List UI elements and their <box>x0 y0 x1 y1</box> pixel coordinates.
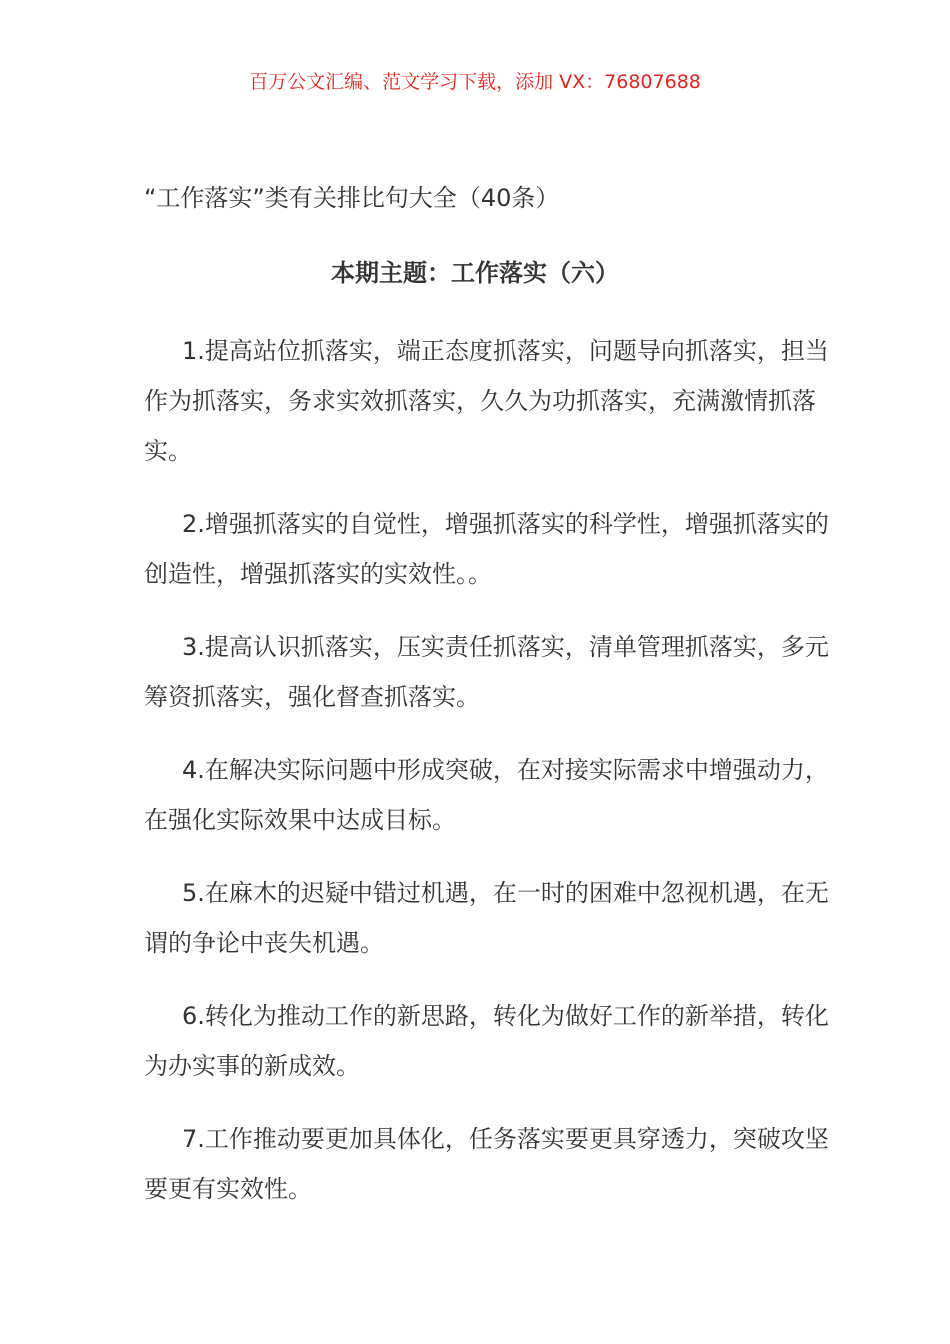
list-item: 5.在麻木的迟疑中错过机遇，在一时的困难中忽视机遇，在无谓的争论中丧失机遇。 <box>144 879 829 957</box>
list-item: 1.提高站位抓落实，端正态度抓落实，问题导向抓落实，担当作为抓落实，务求实效抓落实，久久为功抓落实，充满激情抓落实。 <box>144 337 829 465</box>
document-subtitle: 本期主题：工作落实（六） <box>331 259 619 287</box>
list-item: 4.在解决实际问题中形成突破，在对接实际需求中增强动力，在强化实际效果中达成目标。 <box>144 756 829 834</box>
list-item: 2.增强抓落实的自觉性，增强抓落实的科学性，增强抓落实的创造性，增强抓落实的实效性。。 <box>144 510 829 588</box>
sentence-list <box>144 326 834 1237</box>
document-title: “工作落实”类有关排比句大全（40条） <box>144 184 560 212</box>
watermark-header: 百万公文汇编、范文学习下载，添加 VX：76807688 <box>249 71 701 93</box>
list-item: 3.提高认识抓落实，压实责任抓落实，清单管理抓落实，多元筹资抓落实，强化督查抓落实。 <box>144 633 829 711</box>
list-item: 7.工作推动要更加具体化，任务落实要更具穿透力，突破攻坚要更有实效性。 <box>144 1125 829 1203</box>
list-item: 6.转化为推动工作的新思路，转化为做好工作的新举措，转化为办实事的新成效。 <box>144 1002 829 1080</box>
